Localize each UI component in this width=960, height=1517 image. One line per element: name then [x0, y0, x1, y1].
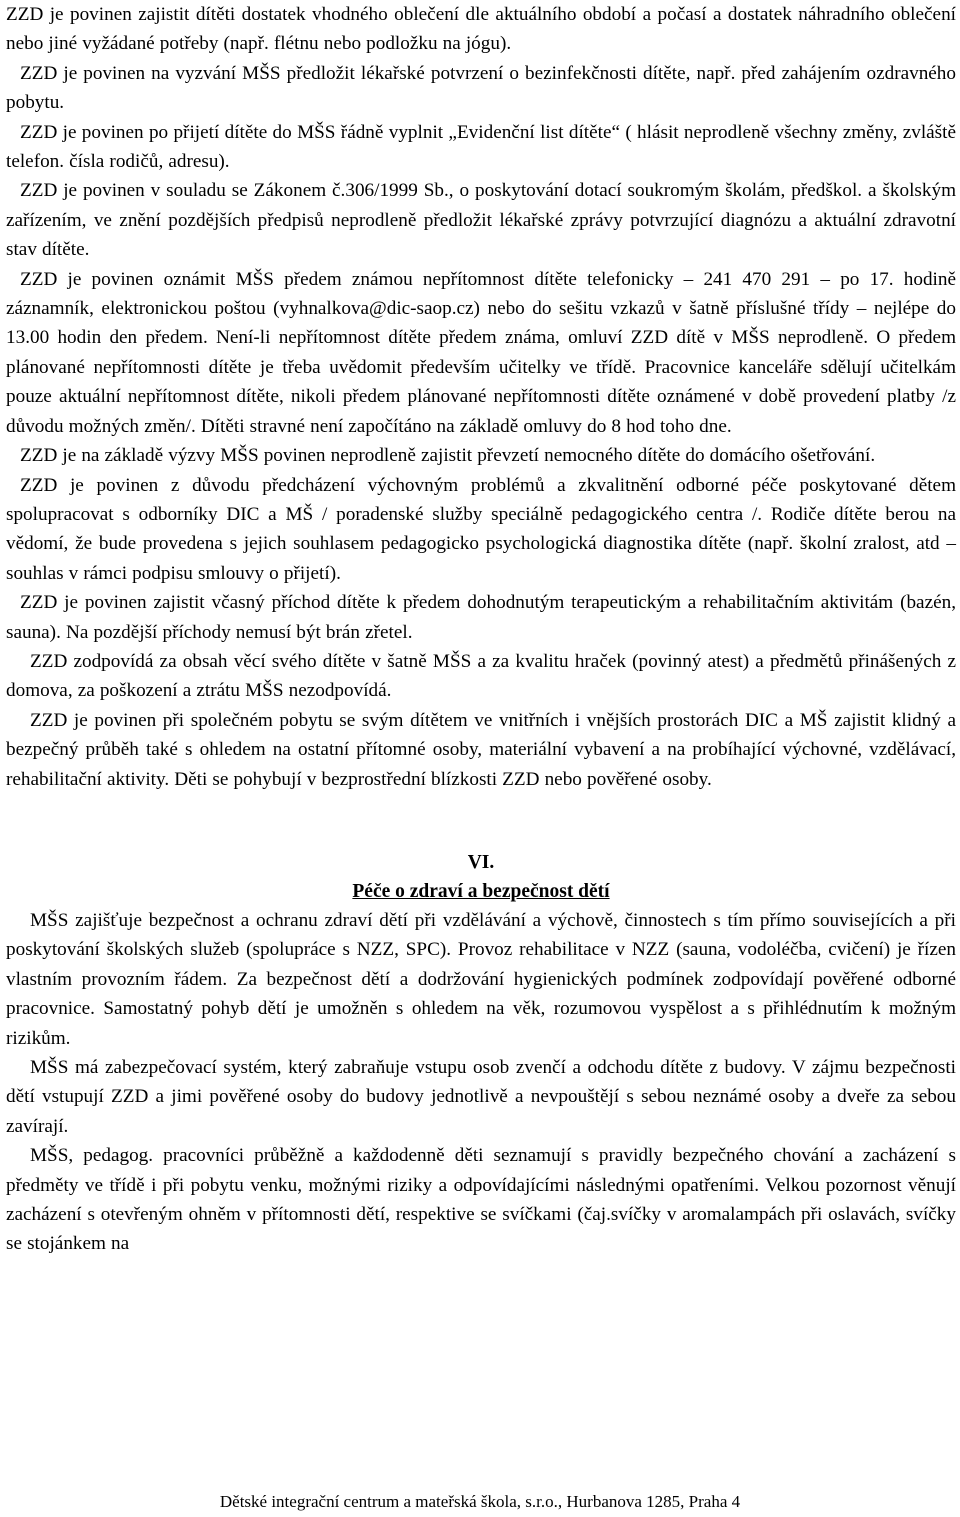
paragraph-belongings: ZZD zodpovídá za obsah věcí svého dítěte v šatně MŠS a za kvalitu hraček (povinný atest) a předmětů přinášených z domova, za poškození a ztrátu MŠS nezodpovídá. — [6, 650, 956, 702]
paragraph-registration-form: ZZD je povinen po přijetí dítěte do MŠS řádně vyplnit „Evidenční list dítěte“ ( hlásit neprodleně všechny změny, zvláště telefon. čísla rodičů, adresu). — [6, 121, 956, 173]
document-page — [6, 0, 956, 1259]
paragraph-absence-notice: ZZD je povinen oznámit MŠS předem známou nepřítomnost dítěte telefonicky – 241 470 291 – po 17. hodině záznamník, elektronickou poštou (vyhnalkova@dic-saop.cz) nebo do sešitu vzkazů v šatně příslušné třídy – nejlépe do 13.00 hodin den předem. Není-li nepřítomnost dítěte předem známa, omluví ZZD dítě v MŠS neprodleně. O předem plánované nepřítomnosti dítěte je třeba uvědomit především učitelky ve třídě. Pracovnice kanceláře sdělují učitelkám pouze aktuální nepřítomnost dítěte, nikoli předem plánované nepřítomnosti dítěte oznámené v době provedení platby /z důvodu možných změn/. Dítěti stravné není započítáno na základě omluvy do 8 hod toho dne. — [6, 268, 956, 437]
paragraph-joint-stay: ZZD je povinen při společném pobytu se svým dítětem ve vnitřních i vnějších prostorách DIC a MŠ zajistit klidný a bezpečný průběh také s ohledem na ostatní přítomné osoby, materiální vybavení a na probíhající výchovné, vzdělávací, rehabilitační aktivity. Děti se pohybují v bezprostřední blízkosti ZZD nebo pověřené osoby. — [6, 709, 956, 790]
paragraph-clothing: ZZD je povinen zajistit dítěti dostatek vhodného oblečení dle aktuálního období a počasí a dostatek náhradního oblečení nebo jiné vyžádané potřeby (např. flétnu nebo podložku na jógu). — [6, 4, 956, 55]
paragraph-security-system: MŠS má zabezpečovací systém, který zabraňuje vstupu osob zvenčí a odchodu dítěte z budovy. V zájmu bezpečnosti dětí vstupují ZZD a jimi pověřené osoby do budovy jednotlivě a nevpouštějí s sebou neznámé osoby a dveře za sebou zavírají. — [6, 1057, 956, 1137]
paragraph-medical-reports: ZZD je povinen v souladu se Zákonem č.306/1999 Sb., o poskytování dotací soukromým školám, předškol. a školským zařízením, ve znění pozdějších předpisů neprodleně předložit lékařské zprávy potvrzující diagnózu a aktuální zdravotní stav dítěte. — [6, 180, 956, 261]
paragraph-sick-child: ZZD je na základě výzvy MŠS povinen neprodleně zajistit převzetí nemocného dítěte do domácího ošetřování. — [20, 445, 876, 467]
section-title: Péče o zdraví a bezpečnost dětí — [352, 880, 610, 902]
page-footer: Dětské integrační centrum a mateřská škola, s.r.o., Hurbanova 1285, Praha 4 — [219, 1492, 741, 1511]
paragraph-timely-arrival: ZZD je povinen zajistit včasný příchod dítěte k předem dohodnutým terapeutickým a rehabilitačním aktivitám (bazén, sauna). Na pozdější příchody nemusí být brán zřetel. — [6, 592, 956, 643]
section-number: VI. — [467, 851, 495, 873]
paragraph-cooperation: ZZD je povinen z důvodu předcházení výchovným problémů a zkvalitnění odborné péče poskytované dětem spolupracovat s odborníky DIC a MŠ / poradenské služby speciálně pedagogického centra /. Rodiče dítěte berou na vědomí, že bude provedena s jejich souhlasem pedagogicko psychologická diagnostika dítěte (např. školní zralost, atd – souhlas v rámci podpisu smlouvy o přijetí). — [6, 474, 956, 584]
paragraph-health-safety: MŠS zajišťuje bezpečnost a ochranu zdraví dětí při vzdělávání a výchově, činnostech s tím přímo souvisejících a při poskytování školských služeb (spolupráce s NZZ, SPC). Provoz rehabilitace v NZZ (sauna, vodoléčba, cvičení) je řízen vlastním provozním řádem. Za bezpečnost dětí a dodržování hygienických podmínek zodpovídají pověřené odborné pracovnice. Samostatný pohyb dětí je umožněn s ohledem na věk, rozumovou vyspělost a s přihlédnutím k možným rizikům. — [6, 909, 956, 1049]
paragraph-safe-behaviour: MŠS, pedagog. pracovníci průběžně a každodenně děti seznamují s pravidly bezpečného chování a zacházení s předměty ve třídě i při pobytu venku, možnými riziky a odpovídajícími následnými opatřeními. Velkou pozornost věnují zacházení s otevřeným ohněm v přítomnosti dětí, respektive se svíčkami (čaj.svíčky v aromalampách při oslavách, svíčky se stojánkem na — [6, 1145, 956, 1255]
paragraph-medical-certificate: ZZD je povinen na vyzvání MŠS předložit lékařské potvrzení o bezinfekčnosti dítěte, např. před zahájením ozdravného pobytu. — [6, 62, 956, 114]
